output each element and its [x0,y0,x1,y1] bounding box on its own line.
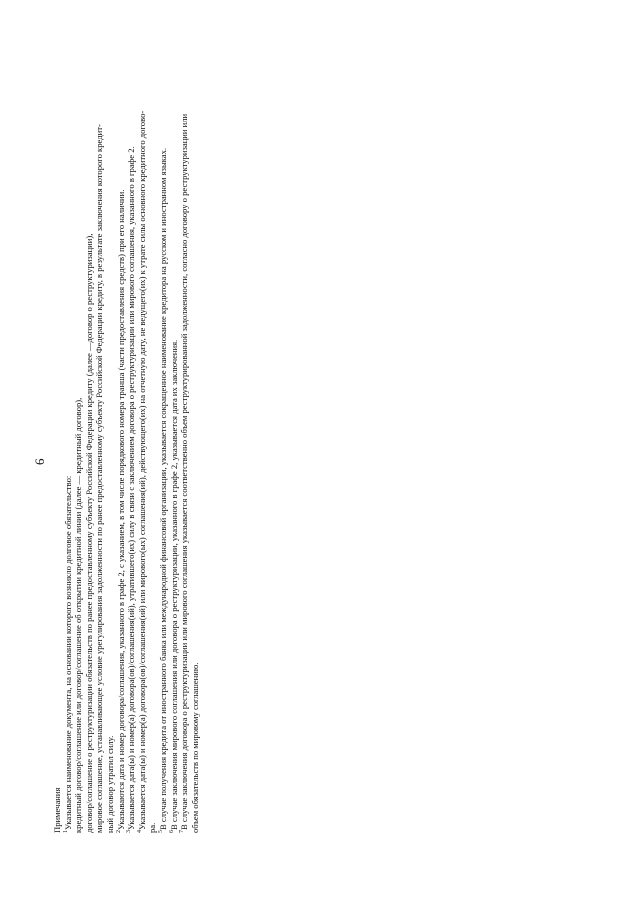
note-line [116,43,127,833]
note-text: В случае заключения мирового соглашения или договора о реструктуризации, указанного в графе 2, указывается дата их заключения. [168,339,179,830]
note-line [105,43,116,833]
footnote-marker: 4 [136,830,143,833]
footnote-marker: 2 [115,830,122,833]
note-text: Указывается дата(ы) и номер(а) договора(ов)/соглашения(ий), утратившего(их) силу в связи с заключением договора о реструктуризации или мирового соглашения, указанного в графе 2. [126,146,137,830]
page-number: 6 [32,458,47,465]
note-line [84,43,95,833]
note-text: ра. [147,822,158,833]
note-line [63,43,74,833]
note-line [147,43,158,833]
note-text: договор/соглашение о реструктуризации обязательств по ранее предоставленному субъекту Российской Федерации кредиту (далее —договор о реструктуризации), [83,233,94,833]
footnote-marker: 6 [168,830,175,833]
footnote-marker: 3 [126,830,133,833]
footnote-marker: 5 [158,830,165,833]
note-text: В случае заключения договора о реструктуризации или мирового соглашения указывается соответственно объем реструктурированной задолженности, согласно договору о реструктуризации или [179,113,190,830]
note-line [179,43,190,833]
note-text: Указываются дата и номер договора/соглашения, указанного в графе 2, с указанием, в том числе порядкового номера транша (части предоставления средств) при его наличии. [115,189,126,830]
note-text: кредитный договор/соглашение или договор/соглашение об открытии кредитной линии (далее — кредитный договор), [73,397,84,833]
notes-heading: Примечания [52,787,62,833]
note-text: ный договор утратил силу. [104,735,115,833]
notes-lines [63,43,201,833]
note-text: мировое соглашение, устанавливающее условие урегулирования задолженности по ранее предоставленному субъекту Российской Федерации кредиту, в результате заключения которого кредит- [94,124,105,833]
note-line [94,43,105,833]
note-line [126,43,137,833]
note-text: объем обязательств по мировому соглашению. [189,662,200,833]
note-line [190,43,201,833]
notes-block [52,43,200,833]
note-line [169,43,180,833]
note-text: В случае получения кредита от иностранного банка или международной финансовой организации, указывается сокращенное наименование кредитора на русском и иностранном языках. [157,147,168,830]
note-text: Указывается наименование документа, на основании которого возникло долговое обязательство: [62,475,73,830]
note-line [158,43,169,833]
footnote-marker: 7 [179,830,186,833]
note-line [137,43,148,833]
footnote-marker: 1 [62,830,69,833]
note-text: Указывается дата(ы) и номер(а) договора(ов)/соглашения(ий) или мирового(ых) соглашения(ий), действующего(их) на отчетную дату, не ведущего(их) к утрате силы основного кредитного догово- [136,110,147,830]
note-line [73,43,84,833]
